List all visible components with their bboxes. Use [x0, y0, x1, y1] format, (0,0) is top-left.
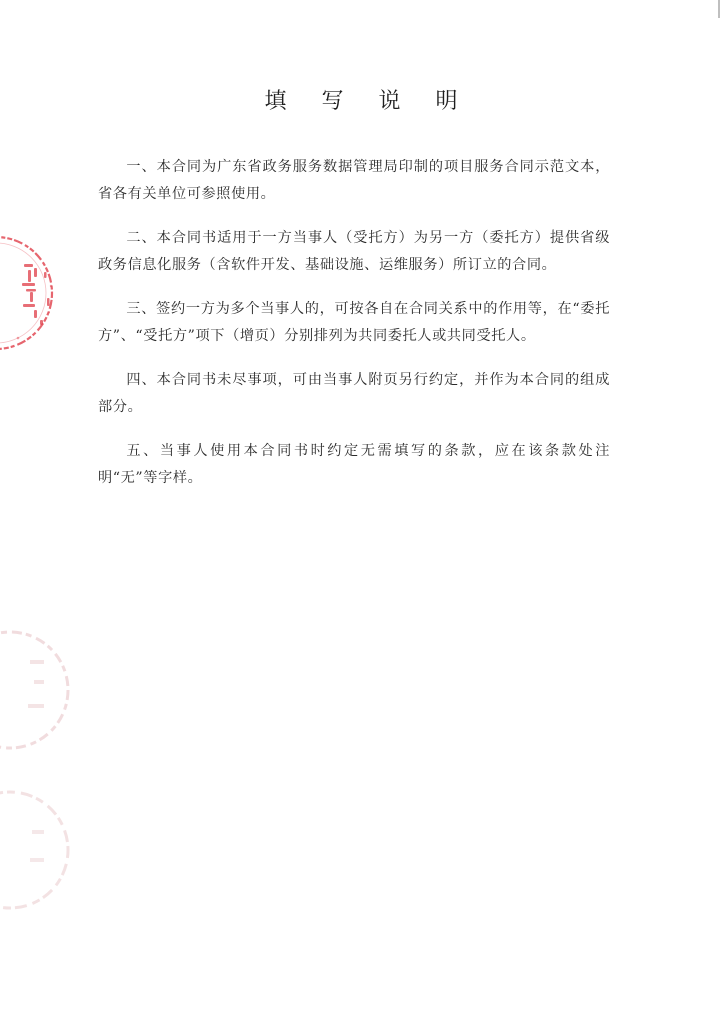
scan-edge-mark: [718, 0, 720, 18]
instruction-paragraph-1: 一、本合同为广东省政务服务数据管理局印制的项目服务合同示范文本，省各有关单位可参照使用。: [98, 159, 610, 202]
instruction-paragraph-3: 三、签约一方为多个当事人的，可按各自在合同关系中的作用等，在“委托方”、“受托方”项下（增页）分别排列为共同委托人或共同受托人。: [98, 301, 610, 344]
instruction-paragraph-5: 五、当事人使用本合同书时约定无需填写的条款，应在该条款处注明“无”等字样。: [98, 443, 610, 486]
instruction-paragraph-2: 二、本合同书适用于一方当事人（受托方）为另一方（委托方）提供省级政务信息化服务（含软件开发、基础设施、运维服务）所订立的合同。: [98, 230, 610, 273]
red-seal-stamp: [0, 228, 60, 358]
instruction-paragraph-4: 四、本合同书未尽事项，可由当事人附页另行约定，并作为本合同的组成部分。: [98, 372, 610, 415]
faint-seal-impression: [0, 620, 80, 760]
page-title: 填 写 说 明: [264, 89, 472, 114]
instructions-body: [98, 154, 610, 509]
faint-seal-impression-2: [0, 780, 80, 920]
